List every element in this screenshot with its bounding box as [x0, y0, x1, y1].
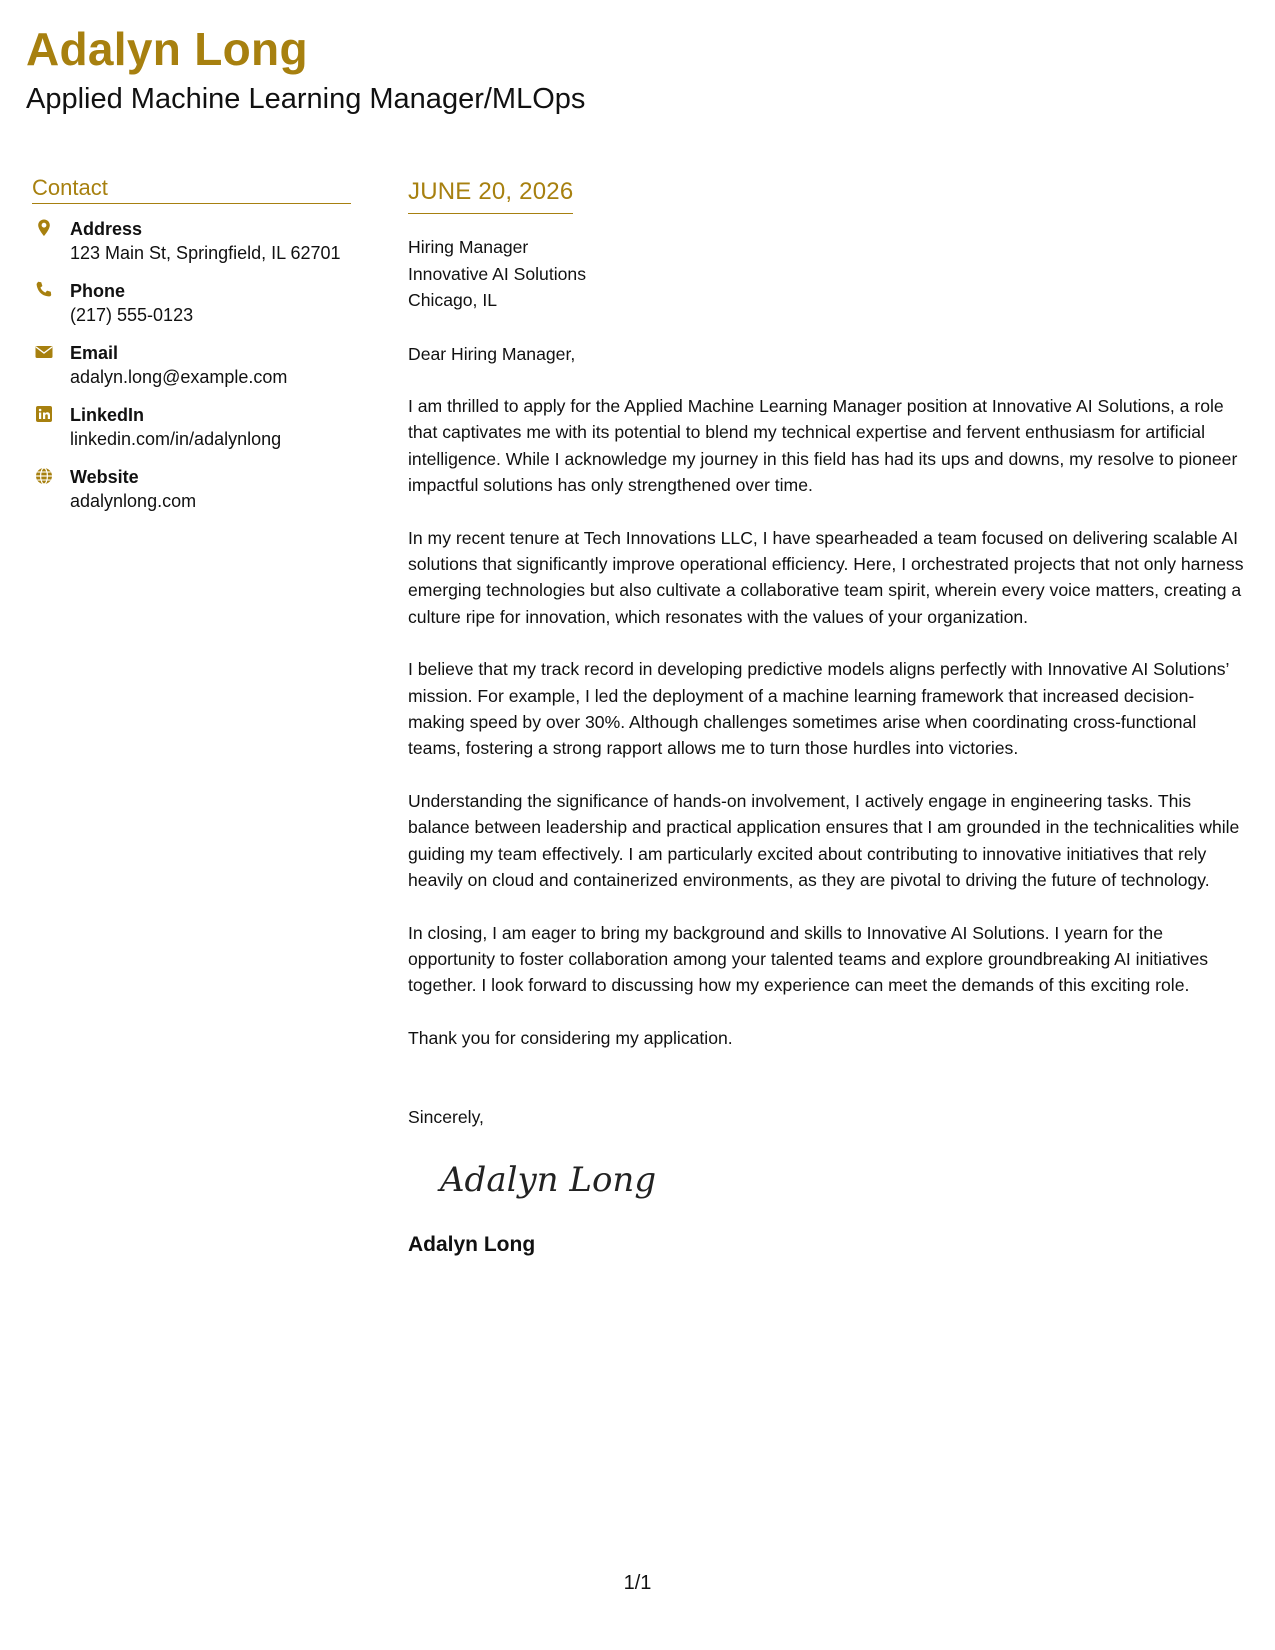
recipient-block — [408, 234, 1248, 313]
salutation: Dear Hiring Manager, — [408, 343, 576, 364]
applicant-role: Applied Machine Learning Manager/MLOps — [26, 83, 586, 115]
contact-email — [32, 341, 351, 390]
recipient-line: Innovative AI Solutions — [408, 263, 587, 284]
contact-website — [32, 465, 351, 514]
signature-text: Adalyn Long — [440, 1159, 656, 1200]
signer-name: Adalyn Long — [408, 1232, 536, 1256]
contact-value: (217) 555-0123 — [70, 305, 194, 326]
handwritten-signature — [436, 1149, 656, 1209]
letter-date: JUNE 20, 2026 — [408, 179, 573, 214]
contact-label: Address — [70, 219, 143, 240]
letter-paragraph: In closing, I am eager to bring my background and skills to Innovative AI Solutions. I yearn for the opportunity to foster collaboration among your talented teams and explore groundbreaking AI initiatives together. I look forward to discussing how my experience can meet the demands of this exciting role. — [408, 922, 1209, 996]
globe-icon — [34, 466, 54, 486]
letter-body — [408, 179, 1248, 1258]
contact-label: Phone — [70, 281, 126, 302]
applicant-name: Adalyn Long — [26, 23, 308, 75]
contact-section — [32, 176, 351, 514]
contact-address — [32, 217, 351, 266]
envelope-icon — [34, 342, 54, 362]
letter-paragraph: I am thrilled to apply for the Applied Machine Learning Manager position at Innovative AI Solutions, a role that captivates me with its potential to blend my technical expertise and fervent enthusiasm for artificial intelligence. While I acknowledge my journey in this field has had its ups and downs, my resolve to pioneer impactful solutions has only strengthened over time. — [408, 396, 1238, 496]
contact-value: adalynlong.com — [70, 491, 197, 512]
linkedin-icon — [34, 404, 54, 424]
recipient-line: Hiring Manager — [408, 237, 529, 258]
contact-heading: Contact — [32, 176, 351, 204]
contact-value: 123 Main St, Springfield, IL 62701 — [70, 243, 341, 264]
contact-linkedin — [32, 403, 351, 452]
page-number: 1/1 — [623, 1572, 652, 1594]
phone-icon — [34, 280, 54, 300]
letter-paragraph: In my recent tenure at Tech Innovations LLC, I have spearheaded a team focused on delivering scalable AI solutions that significantly improve operational efficiency. Here, I orchestrated projects that not only harness emerging technologies but also cultivate a collaborative team spirit, wherein every voice matters, creating a culture ripe for innovation, which resonates with the values of your organization. — [408, 527, 1244, 627]
contact-phone — [32, 279, 351, 328]
letter-paragraph: I believe that my track record in developing predictive models aligns perfectly with Innovative AI Solutions’ mission. For example, I led the deployment of a machine learning framework that increased decision-making speed by over 30%. Although challenges sometimes arise when coordinating cross-functional teams, fostering a strong rapport allows me to turn those hurdles into victories. — [408, 659, 1229, 759]
contact-label: Website — [70, 467, 139, 488]
contact-label: Email — [70, 343, 119, 364]
contact-value: linkedin.com/in/adalynlong — [70, 429, 282, 450]
recipient-line: Chicago, IL — [408, 290, 497, 311]
contact-label: LinkedIn — [70, 405, 145, 426]
letter-paragraph: Understanding the significance of hands-on involvement, I actively engage in engineering tasks. This balance between leadership and practical application ensures that I am grounded in the technicalities while guiding my team effectively. I am particularly excited about contributing to innovative initiatives that rely heavily on cloud and containerized environments, as they are pivotal to driving the future of technology. — [408, 790, 1240, 891]
contact-value: adalyn.long@example.com — [70, 367, 288, 388]
sign-off: Sincerely, — [408, 1107, 484, 1128]
closing-line: Thank you for considering my application. — [408, 1027, 733, 1048]
location-pin-icon — [34, 218, 54, 238]
